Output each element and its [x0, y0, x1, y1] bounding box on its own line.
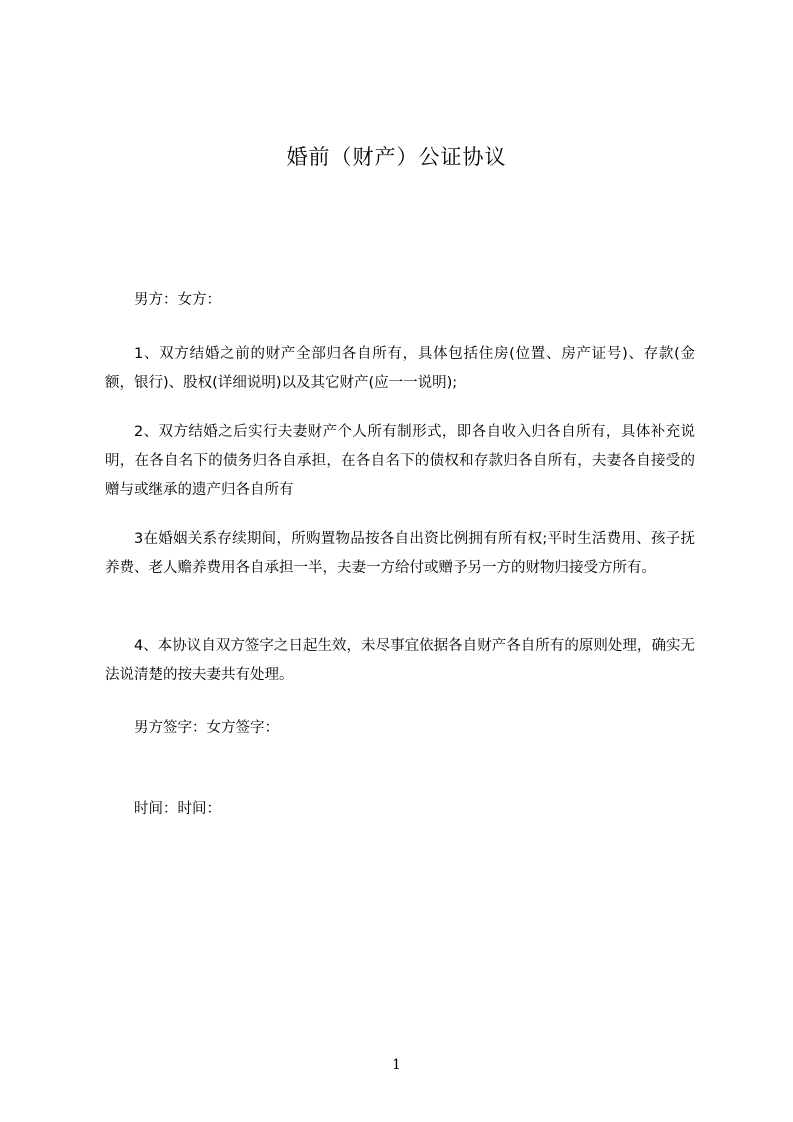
- date-line: 时间：时间：: [134, 801, 221, 817]
- page-number: 1: [392, 1057, 401, 1073]
- document-title: 婚前（财产）公证协议: [286, 145, 507, 169]
- parties-line: 男方：女方：: [134, 292, 221, 308]
- signature-line: 男方签字：女方签字：: [134, 720, 279, 736]
- clause-4: 4、本协议自双方签字之日起生效，未尽事宜依据各自财产各自所有的原则处理，确实无法说清楚的按夫妻共有处理。: [105, 638, 695, 683]
- clause-1: 1、双方结婚之前的财产全部归各自所有，具体包括住房(位置、房产证号)、存款(金额，银行)、股权(详细说明)以及其它财产(应一一说明);: [105, 346, 695, 391]
- clause-2: 2、双方结婚之后实行夫妻财产个人所有制形式，即各自收入归各自所有，具体补充说明，在各自名下的债务归各自承担，在各自名下的债权和存款归各自所有，夫妻各自接受的赠与或继承的遗产归各自所有: [105, 424, 695, 498]
- clause-3: 3在婚姻关系存续期间，所购置物品按各自出资比例拥有所有权;平时生活费用、孩子抚养费、老人赡养费用各自承担一半，夫妻一方给付或赠予另一方的财物归接受方所有。: [105, 531, 695, 576]
